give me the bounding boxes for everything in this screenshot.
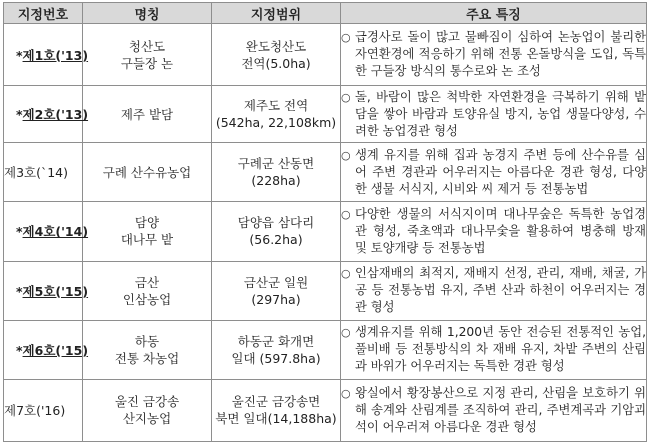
name-line: 제주 밭담 [120,106,174,122]
name-line: 하동 [134,333,160,349]
designation-number [4,261,89,320]
table-row [4,86,647,143]
name-line: 인삼농업 [122,291,172,307]
designated-area [212,24,341,86]
designation-number [4,202,89,261]
designated-area [212,261,341,320]
number-text: 제3호(`14) [4,165,69,181]
header-number: 지정번호 [4,3,83,24]
name-line: 담양 [134,215,160,231]
main-features [341,143,647,202]
area-line: 금산군 일원 [243,274,309,290]
designation-number [4,86,89,143]
table-row [4,143,647,202]
area-line: 구례군 산동면 [237,156,315,172]
header-area: 지정범위 [212,3,341,24]
heritage-name [83,24,212,86]
area-line: 전역(5.0ha) [241,55,311,71]
circle-bullet-icon: ○ [341,207,351,221]
designated-area [212,320,341,379]
heritage-name [83,379,212,441]
designation-number [4,24,89,86]
feature-text: 생계유지를 위해 1,200년 동안 전승된 전통적인 농업, 풀비배 등 전통방식의 차 재배 유지, 차밭 주변의 산림과 바위가 어우러지는 독특한 경관 형성 [355,325,646,374]
heritage-name [83,261,212,320]
star-mark: * [16,107,23,123]
main-features [341,202,647,261]
area-line: 제주도 전역 [243,98,309,114]
designated-area [212,86,341,143]
designation-number [4,379,83,441]
number-text: 제6호('15) [22,342,89,358]
heritage-name [83,320,212,379]
name-line: 구례 산수유농업 [102,164,192,180]
area-line: (297ha) [251,291,301,307]
name-line: 울진 금강송 [114,394,180,410]
number-text: 제1호('13) [22,47,89,63]
feature-text: 인삼재배의 최적지, 재배지 선정, 관리, 재배, 채굴, 가공 등 전통농법 유지, 주변 산과 하천이 어우러지는 경관 형성 [355,266,646,315]
area-line: 일대 (597.8ha) [231,350,321,366]
heritage-name [83,86,212,143]
number-text: 제2호('13) [22,107,89,123]
feature-text: 왕실에서 황장봉산으로 지정 관리, 산림을 보호하기 위해 송계와 산림계를 조직하여 관리, 주변계곡과 기암괴석이 어우러져 아름다운 경관 형성 [355,385,646,434]
name-line: 금산 [134,274,160,290]
area-line: 담양읍 삼다리 [237,215,315,231]
designated-area [212,202,341,261]
header-features: 주요 특징 [341,3,647,24]
table-row [4,202,647,261]
feature-text: 다양한 생물의 서식지이며 대나무숲은 독특한 농업경관 형성, 죽초액과 대나무숯을 활용하여 병충해 방재 및 토양개량 등 전통농법 [355,206,646,255]
heritage-table [3,2,647,442]
designated-area [212,379,341,441]
designation-number [4,143,83,202]
number-text: 제7호('16) [4,403,66,419]
table-row [4,320,647,379]
area-line: 북면 일대(14,188ha) [215,411,337,427]
header-row [4,3,647,24]
area-line: (542ha, 22,108km) [215,115,337,131]
name-line: 청산도 [128,38,166,54]
heritage-name [83,143,212,202]
star-mark: * [16,224,23,240]
name-line: 전통 차농업 [114,350,180,366]
area-line: (228ha) [251,173,301,189]
area-line: (56.2ha) [249,232,303,248]
circle-bullet-icon: ○ [341,386,351,400]
number-text: 제5호('15) [22,283,89,299]
feature-text: 급경사로 돌이 많고 물빠짐이 심하여 논농업이 불리한 자연환경에 적응하기 위해 전통 온돌방식을 도입, 독특한 구들장 방식의 통수로와 논 조성 [355,30,646,79]
name-line: 대나무 밭 [120,232,174,248]
name-line: 구들장 논 [120,55,174,71]
designated-area [212,143,341,202]
main-features [341,379,647,441]
circle-bullet-icon: ○ [341,267,351,281]
table-row [4,24,647,86]
area-line: 울진군 금강송면 [231,394,321,410]
number-text: 제4호('14) [22,224,89,240]
feature-text: 돌, 바람이 많은 척박한 자연환경을 극복하기 위해 밭담을 쌓아 바람과 토양유실 방지, 농업 생물다양성, 수려한 농업경관 형성 [355,89,646,138]
star-mark: * [16,342,23,358]
star-mark: * [16,283,23,299]
table-row [4,379,647,441]
designation-number [4,320,89,379]
main-features [341,261,647,320]
area-line: 완도청산도 [245,38,307,54]
table-row [4,261,647,320]
main-features [341,86,647,143]
area-line: 하동군 화개면 [237,333,315,349]
circle-bullet-icon: ○ [341,90,351,104]
star-mark: * [16,47,23,63]
main-features [341,24,647,86]
circle-bullet-icon: ○ [341,326,351,340]
heritage-name [83,202,212,261]
main-features [341,320,647,379]
name-line: 산지농업 [122,411,172,427]
circle-bullet-icon: ○ [341,148,351,162]
circle-bullet-icon: ○ [341,31,351,45]
feature-text: 생계 유지를 위해 집과 농경지 주변 등에 산수유를 심어 주변 경관과 어우러지는 아름다운 경관 형성, 다양한 생물 서식지, 시비와 씨 제거 등 전통농법 [355,147,646,196]
header-name: 명칭 [83,3,212,24]
